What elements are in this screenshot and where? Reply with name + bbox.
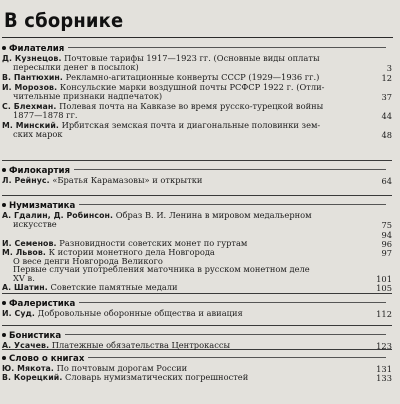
bullet-icon — [2, 46, 6, 50]
entry-title: Добровольные оборонные общества и авиация — [37, 308, 243, 318]
entry-title: чительные признаки надпечаток) — [13, 91, 163, 102]
entry-author: А. Усачев. — [2, 341, 50, 350]
entry-page-number: 64 — [381, 176, 392, 186]
entry-line — [2, 373, 392, 382]
entry-title: О весе денги Новгорода Великого — [13, 256, 163, 266]
section-heading-text: Бонистика — [9, 331, 62, 341]
entry-title: Рекламно-агитационные конверты СССР (1929—1936 гг.) — [65, 72, 320, 82]
entry-title: пересылки денег в посылок) — [13, 62, 139, 73]
entry-author: М. Львов. — [2, 248, 46, 257]
heading-rule — [79, 302, 386, 303]
entry-page-number: 133 — [376, 373, 392, 383]
entry-title: Советские памятные медали — [50, 282, 178, 292]
entry-page-number: 37 — [381, 92, 392, 103]
entry-page-number: 44 — [381, 111, 392, 122]
toc-entry — [2, 211, 392, 230]
bullet-icon — [2, 333, 6, 337]
section-heading-text: Слово о книгах — [9, 354, 85, 364]
entry-title: «Братья Карамазовы» и открытки — [52, 175, 203, 185]
bullet-icon — [2, 203, 6, 207]
entry-title: XV в. — [13, 273, 35, 284]
entry-title: искусстве — [13, 219, 57, 230]
entry-author: И. Морозов. — [2, 83, 58, 92]
entry-title: 1877—1878 гг. — [13, 110, 78, 121]
toc-entry — [2, 54, 392, 73]
entry-title: К истории монетного дела Новгорода — [48, 247, 215, 257]
toc-entry — [2, 309, 392, 318]
section-heading-text: Фалеристика — [9, 299, 76, 309]
entry-author: А. Гдалин, Д. Робинсон. — [2, 211, 114, 220]
entry-author: Ю. Мякота. — [2, 364, 54, 373]
bullet-icon — [2, 301, 6, 305]
entry-page-number: 101 — [376, 274, 392, 285]
section-heading-text: Нумизматика — [9, 201, 76, 211]
entry-author: М. Минский. — [2, 121, 59, 130]
entry-page-number: 112 — [376, 309, 392, 319]
entry-page-number: 97 — [381, 248, 392, 258]
toc-entry — [2, 176, 392, 185]
toc-entry — [2, 341, 392, 350]
toc-entry — [2, 83, 392, 102]
entry-line — [2, 283, 392, 292]
heading-rule — [74, 169, 386, 170]
title-rule — [2, 37, 393, 38]
entry-author: И. Семенов. — [2, 239, 57, 248]
heading-rule — [88, 357, 386, 358]
entry-title: ских марок — [13, 129, 63, 140]
entry-author: А. Шатин. — [2, 283, 48, 292]
entry-page-number: 48 — [381, 130, 392, 141]
entry-page-number: 131 — [376, 364, 392, 374]
entry-line — [2, 211, 392, 220]
entry-title: Образ В. И. Ленина в мировом медальерном — [115, 210, 312, 220]
toc-entry — [2, 102, 392, 121]
toc-entry — [2, 283, 392, 292]
toc-entry — [2, 265, 392, 284]
section-divider — [2, 293, 392, 294]
heading-rule — [65, 334, 386, 335]
entry-line — [2, 309, 392, 318]
entry-line — [2, 176, 392, 185]
entry-title: Консульские марки воздушной почты РСФСР 1922 г. (Отли- — [59, 82, 325, 92]
entry-page-number: 123 — [376, 341, 392, 351]
entry-author: В. Пантюхин. — [2, 73, 63, 82]
section-divider — [2, 160, 392, 161]
entry-title: Ирбитская земская почта и диагональные половинки зем- — [61, 120, 321, 130]
entry-title: Словарь нумизматических погрешностей — [65, 372, 249, 382]
toc-entry — [2, 73, 392, 82]
entry-line — [2, 73, 392, 82]
toc-entry — [2, 373, 392, 382]
page-title: В сборнике — [4, 9, 124, 32]
entry-page-number: 96 — [381, 239, 392, 249]
entry-page-number: 105 — [376, 283, 392, 293]
entry-author: В. Корецкий. — [2, 373, 63, 382]
entry-author: С. Блехман. — [2, 102, 57, 111]
section-divider — [2, 195, 392, 196]
toc-entry — [2, 121, 392, 140]
entry-title: Платежные обязательства Центрокассы — [51, 340, 231, 350]
section-divider — [2, 325, 392, 326]
bullet-icon — [2, 356, 6, 360]
heading-rule — [68, 47, 386, 48]
section-heading-text: Филокартия — [9, 166, 71, 176]
entry-line — [2, 220, 392, 229]
entry-line — [2, 130, 392, 139]
entry-page-number: 3 — [386, 63, 392, 74]
entry-title: Полевая почта на Кавказе во время русско-турецкой войны — [59, 101, 324, 111]
entry-title: Почтовые тарифы 1917—1923 гг. (Основные виды оплаты — [64, 53, 320, 63]
entry-author: И. Суд. — [2, 309, 35, 318]
heading-rule — [79, 204, 386, 205]
entry-title: Первые случаи употребления маточника в русском монетном деле — [13, 264, 310, 274]
entry-page-number: 75 — [381, 220, 392, 231]
entry-title: По почтовым дорогам России — [56, 363, 188, 373]
entry-page-number: 94 — [381, 230, 392, 240]
entry-title: Разновидности советских монет по гуртам — [59, 238, 248, 248]
entry-page-number: 12 — [381, 73, 392, 83]
entry-author: Л. Рейнус. — [2, 176, 50, 185]
entry-line — [2, 265, 392, 274]
entry-line — [2, 341, 392, 350]
section-heading-text: Филателия — [9, 44, 65, 54]
bullet-icon — [2, 168, 6, 172]
entry-author: Д. Кузнецов. — [2, 54, 62, 63]
